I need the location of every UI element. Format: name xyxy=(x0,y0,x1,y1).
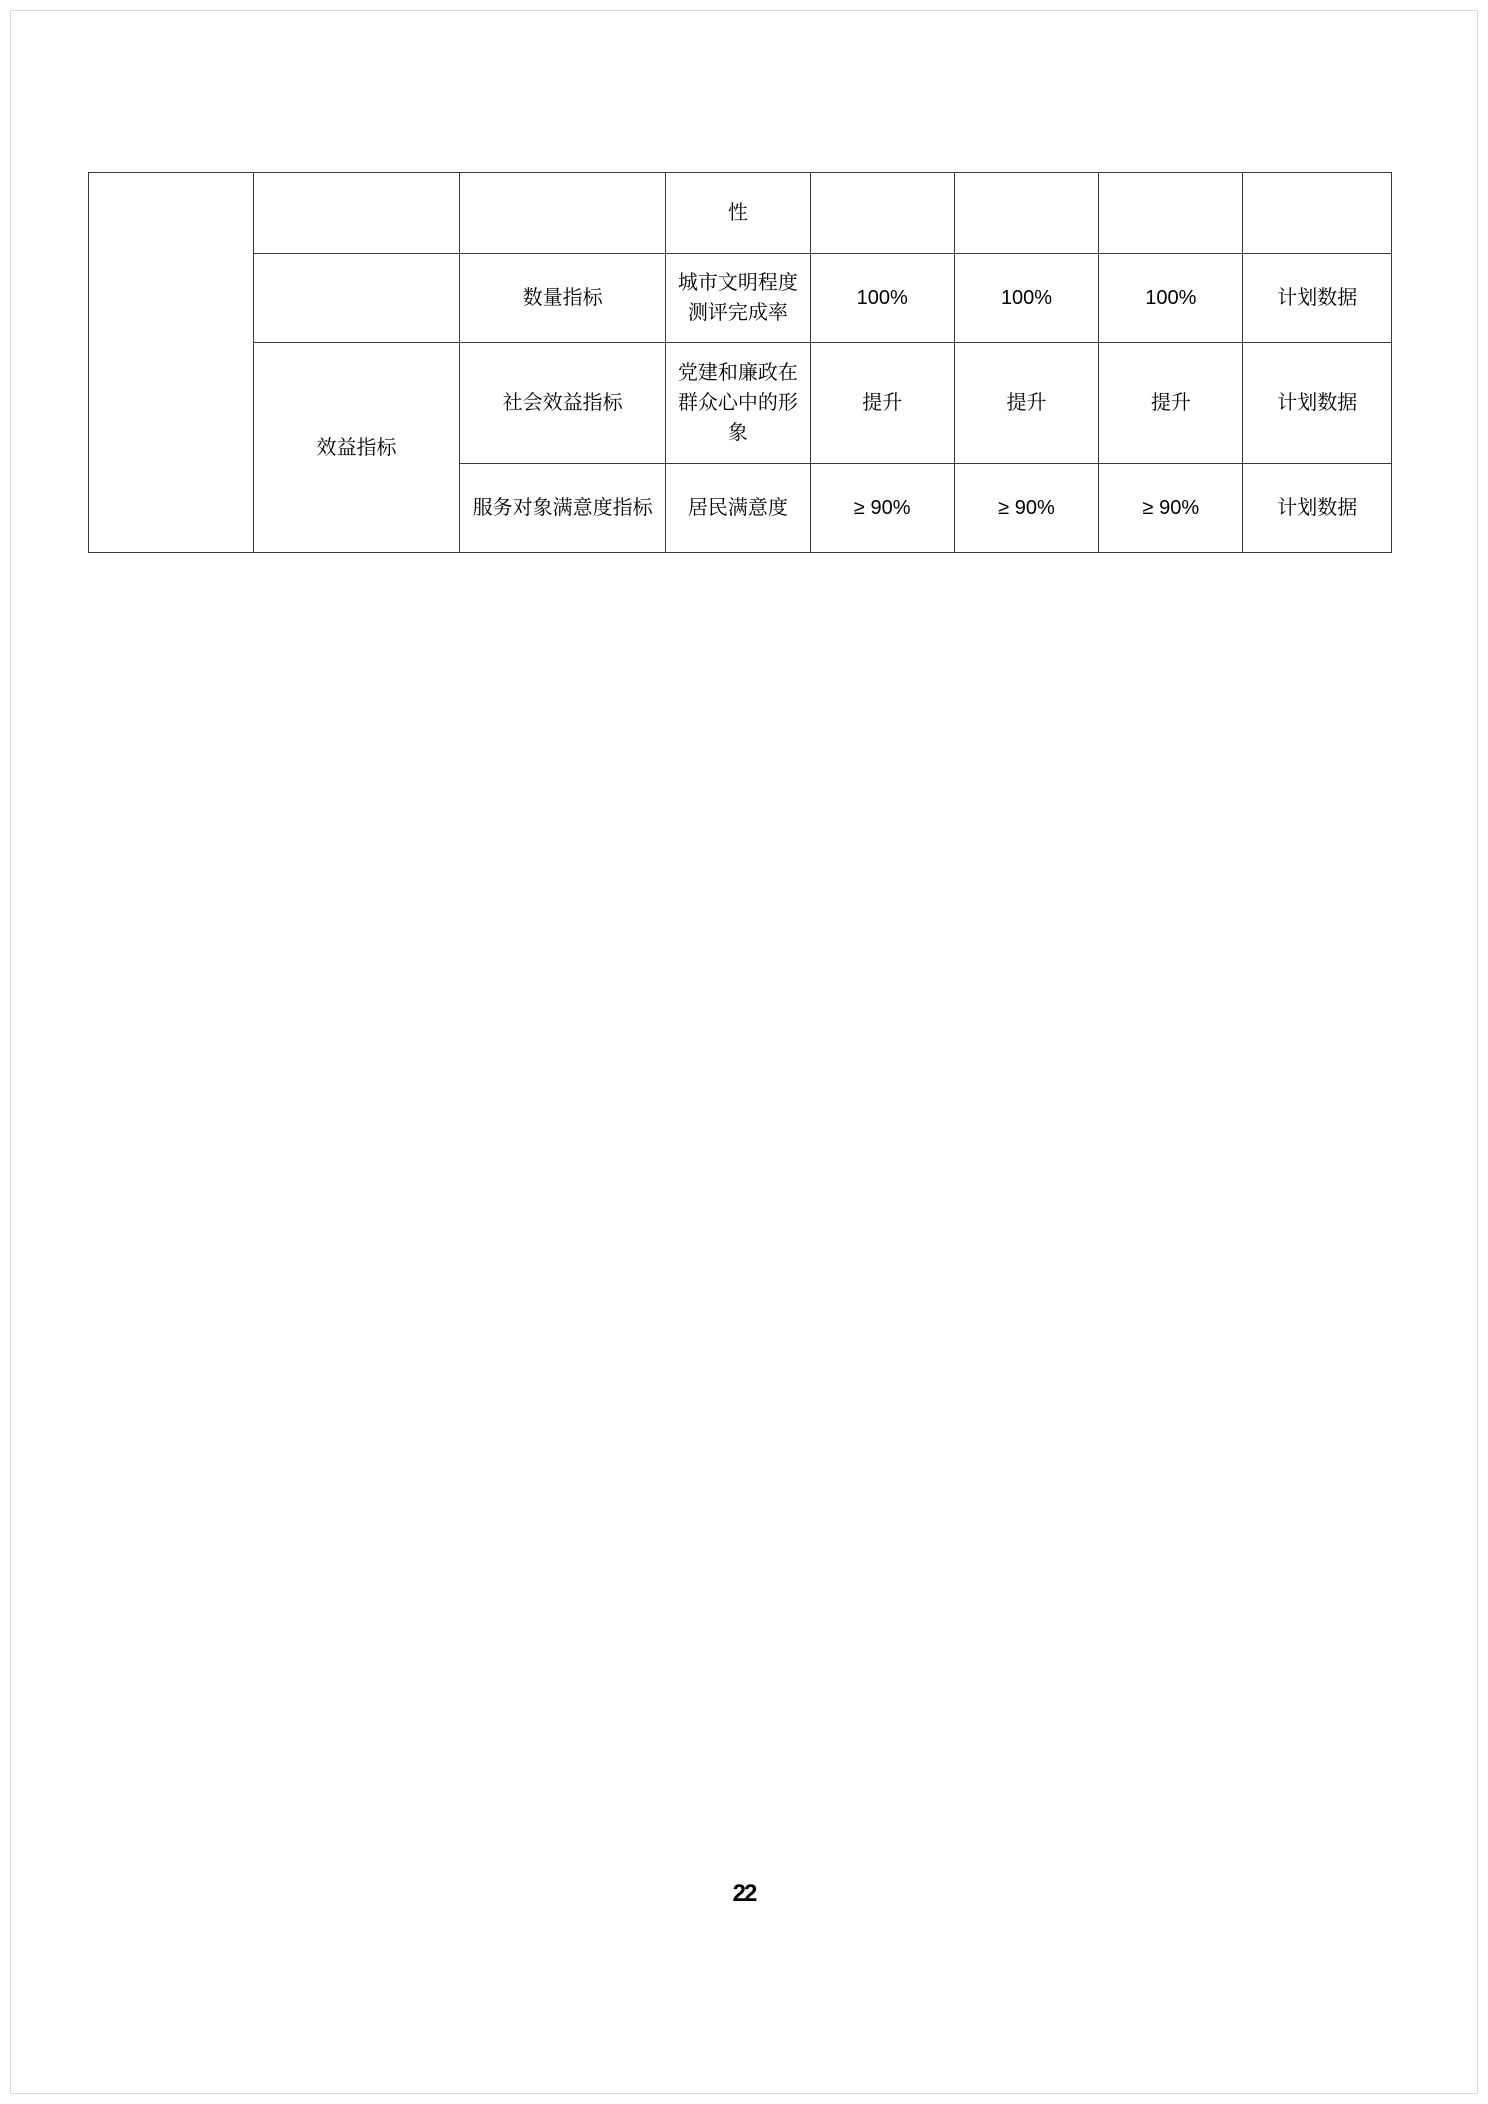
cell-value-year2 xyxy=(954,173,1098,254)
cell-data-source: 计划数据 xyxy=(1243,254,1392,343)
cell-indicator-group xyxy=(253,254,459,343)
cell-indicator-group-benefit: 效益指标 xyxy=(253,343,459,553)
performance-indicator-table-container xyxy=(88,172,1392,553)
cell-value-year2: 提升 xyxy=(954,343,1098,464)
cell-indicator-name-continued: 性 xyxy=(666,173,810,254)
cell-value-year3: 100% xyxy=(1099,254,1243,343)
cell-indicator-name: 居民满意度 xyxy=(666,464,810,553)
cell-value-year2: ≥ 90% xyxy=(954,464,1098,553)
cell-data-source: 计划数据 xyxy=(1243,343,1392,464)
table-row xyxy=(89,173,1392,254)
cell-value-year1: 100% xyxy=(810,254,954,343)
cell-value-year3 xyxy=(1099,173,1243,254)
cell-value-year2: 100% xyxy=(954,254,1098,343)
cell-indicator-group-continued xyxy=(253,173,459,254)
page-number: 22 xyxy=(732,1880,756,1907)
performance-indicator-table xyxy=(88,172,1392,553)
cell-category-column xyxy=(89,173,254,553)
cell-indicator-type: 数量指标 xyxy=(460,254,666,343)
cell-data-source xyxy=(1243,173,1392,254)
cell-data-source: 计划数据 xyxy=(1243,464,1392,553)
cell-value-year1 xyxy=(810,173,954,254)
cell-value-year3: 提升 xyxy=(1099,343,1243,464)
cell-indicator-type-continued xyxy=(460,173,666,254)
cell-value-year3: ≥ 90% xyxy=(1099,464,1243,553)
cell-value-year1: ≥ 90% xyxy=(810,464,954,553)
cell-indicator-name: 党建和廉政在群众心中的形象 xyxy=(666,343,810,464)
cell-indicator-type-social-benefit: 社会效益指标 xyxy=(460,343,666,464)
cell-indicator-name: 城市文明程度测评完成率 xyxy=(666,254,810,343)
cell-value-year1: 提升 xyxy=(810,343,954,464)
cell-indicator-type-satisfaction: 服务对象满意度指标 xyxy=(460,464,666,553)
table-row xyxy=(89,254,1392,343)
table-row xyxy=(89,343,1392,464)
